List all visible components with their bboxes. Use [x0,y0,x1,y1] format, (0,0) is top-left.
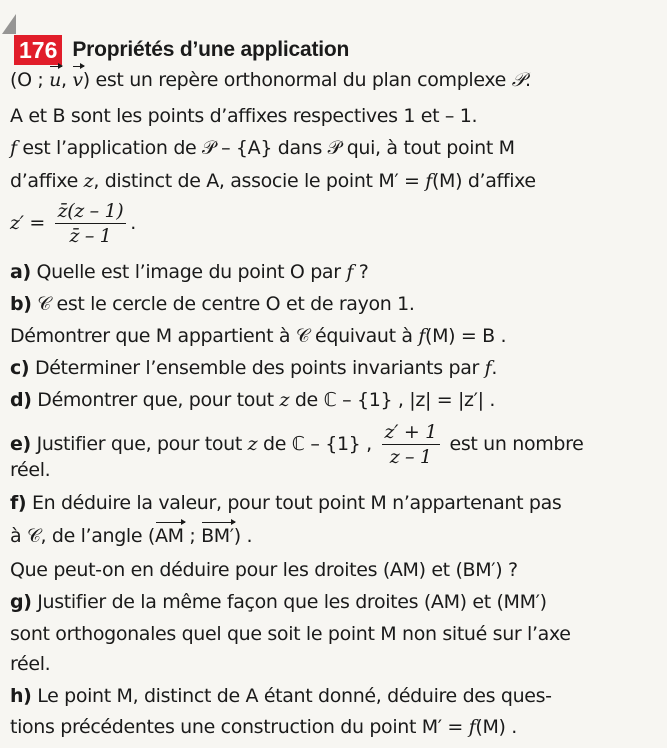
function-f: f [484,357,492,379]
vector-u: u [49,66,61,94]
question-b-line-2 [10,322,657,350]
intro-text: (O ; [10,69,50,91]
variable-z: z [83,170,94,192]
question-g-line-3: réel. [10,653,51,675]
intro-text: (M) d’affixe [431,170,536,192]
intro-line-2: A et B sont les points d’affixes respectives 1 et – 1. [10,105,478,127]
function-f: f [425,170,432,192]
formula-lhs: z′ = [10,212,51,234]
question-text: Déterminer l’ensemble des points invariants par [29,357,485,379]
question-a [10,258,657,286]
function-f: f [346,261,354,283]
question-e-line-2: réel. [10,459,51,481]
question-label: f) [10,492,27,514]
question-label: b) [10,293,32,315]
exercise-title: Propriétés d’une application [72,38,350,61]
vector-bm-prime: BM′ [201,522,234,550]
question-b [10,290,657,318]
question-f [10,489,657,517]
question-text: Justifier de la même façon que les droites (AM) et (MM′) [31,591,547,613]
function-f: f [10,137,17,159]
formula-denominator: z̄ – 1 [69,225,112,247]
question-label: a) [10,261,31,283]
intro-text: d’affixe [10,170,84,192]
intro-line-1 [10,66,657,94]
question-g-line-2: sont orthogonales quel que soit le point M non situé sur l’axe [10,623,571,645]
exercise-header [14,33,349,67]
question-h-line-2 [10,713,657,741]
function-f: f [468,716,476,738]
question-f-line-3: Que peut-on en déduire pour les droites (AM) et (BM′) ? [10,559,518,581]
question-text: . [491,357,498,379]
intro-text: . [525,69,531,91]
question-c [10,354,657,382]
question-text: est un nombre [443,433,584,455]
vector-am: AM [155,522,184,550]
formula-line [10,196,657,252]
question-f-line-2 [10,522,657,550]
question-label: d) [10,389,32,411]
question-text: Le point M, distinct de A étant donné, déduire des ques- [31,685,552,707]
question-text: (M) = B . [425,325,507,347]
question-text: ) . [233,525,253,547]
intro-line-3 [10,134,657,162]
question-h [10,682,657,710]
formula-end: . [130,212,136,234]
formula-numerator: z̄(z – 1) [55,199,127,224]
question-label: c) [10,357,30,379]
exercise-number-badge: 176 [14,35,62,65]
question-text: 𝒞 est le cercle de centre O et de rayon 1. [31,293,415,315]
intro-text: , distinct de A, associe le point M′ = [93,170,426,192]
question-text: tions précédentes une construction du point M′ = [10,716,469,738]
variable-z: z [279,389,290,411]
question-text: (M) . [475,716,517,738]
question-text: de ℂ – {1} , |z| = |z′| . [289,389,496,411]
question-text: Démontrer que M appartient à 𝒞 équivaut à [10,325,419,347]
question-text: Quelle est l’image du point O par [30,261,347,283]
variable-z: z [247,433,258,455]
question-text: de ℂ – {1} , [257,433,378,455]
intro-line-4 [10,167,657,195]
question-label: h) [10,685,32,707]
question-text: Démontrer que, pour tout [31,389,280,411]
question-label: g) [10,591,32,613]
question-label: e) [10,433,31,455]
question-d [10,386,657,414]
formula-fraction [55,199,127,248]
question-g [10,588,657,616]
vector-v: v [72,66,82,94]
question-text: En déduire la valeur, pour tout point M n’appartenant pas [26,492,562,514]
question-text: Justifier que, pour tout [30,433,248,455]
question-text: ; [183,525,202,547]
function-f: f [418,325,426,347]
fraction-numerator: z′ + 1 [382,420,440,445]
question-text: ? [353,261,369,283]
corner-triangle-mark [2,14,16,34]
plane-symbol: 𝒫 [511,69,526,91]
intro-text: est l’application de 𝒫 – {A} dans 𝒫 qui, à tout point M [16,137,515,159]
question-text: à 𝒞, de l’angle ( [10,525,155,547]
fraction-denominator: z – 1 [389,446,432,468]
intro-text: , [61,69,73,91]
intro-text: ) est un repère orthonormal du plan complexe [82,69,512,91]
